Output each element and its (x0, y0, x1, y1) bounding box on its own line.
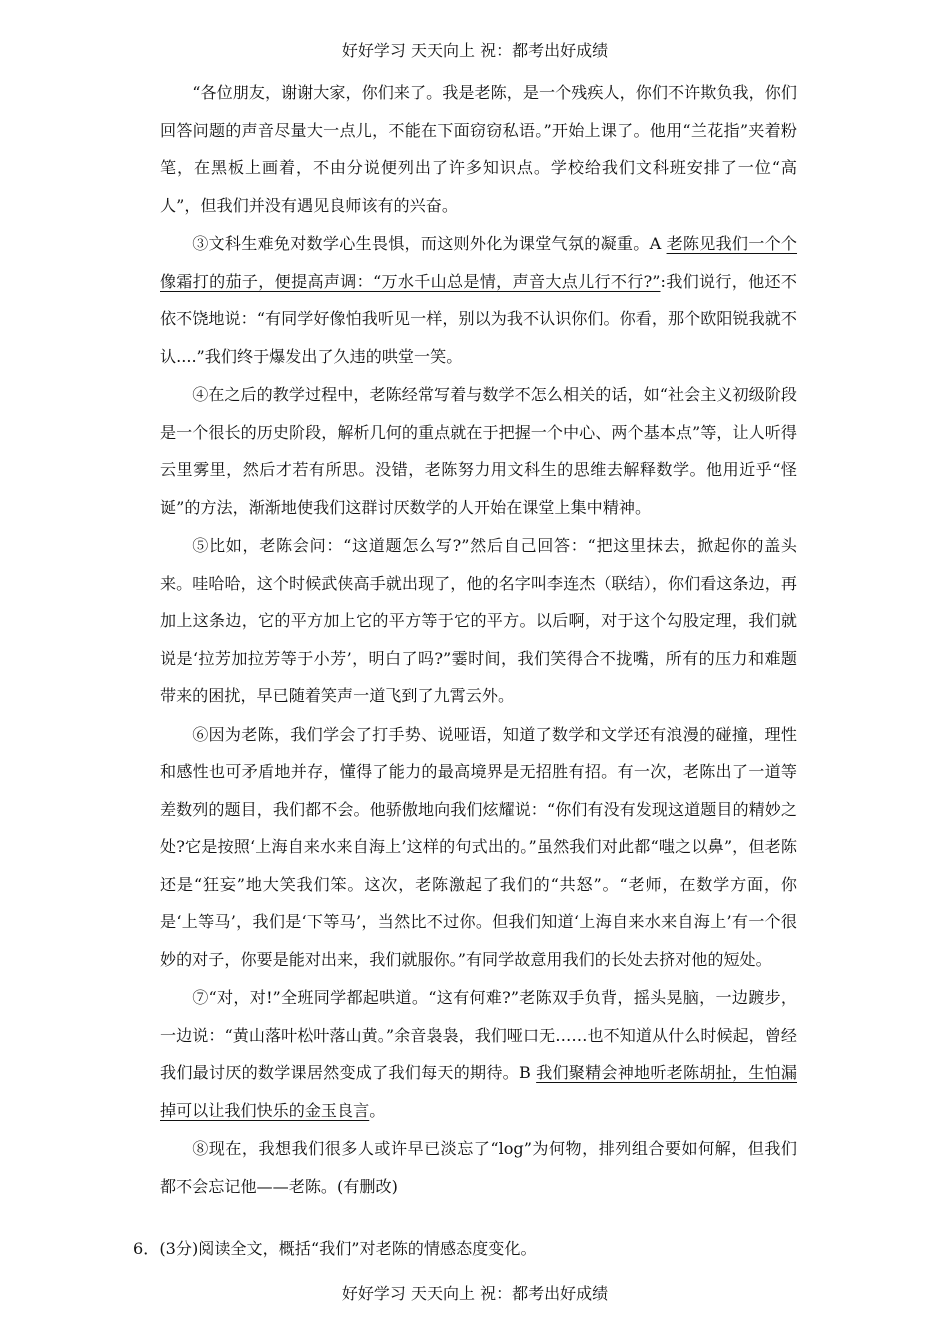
paragraph-2: “各位朋友，谢谢大家，你们来了。我是老陈，是一个残疾人，你们不许欺负我，你们回答问题的声音尽量大一点儿，不能在下面窃窃私语。”开始上课了。他用“兰花指”夹着粉笔，在黑板上画着，不由分说便列出了许多知识点。学校给我们文科班安排了一位“高人”，但我们并没有遇见良师该有的兴奋。 (160, 83, 797, 215)
paragraph-3-tail: :我们说行，他还不依不饶地说：“有同学好像怕我听见一样，别以为我不认识你们。你看，那个欧阳锐我就不认....”我们终于爆发出了久违的哄堂一笑。 (160, 271, 797, 366)
paragraph-7-lead: ⑦“对，对!”全班同学都起哄道。“这有何难?”老陈双手负背，摇头晃脑，一边踱步，一边说：“黄山落叶松叶落山黄。”余音袅袅，我们哑口无……也不知道从什么时候起，曾经我们最讨厌的数学课居然变成了我们每天的期待。B (160, 988, 797, 1082)
paragraph-7 (160, 979, 797, 1129)
paragraph-3-lead: ③文科生难免对数学心生畏惧，而这则外化为课堂气氛的凝重。A (192, 234, 667, 253)
paragraph-6: ⑥因为老陈，我们学会了打手势、说哑语，知道了数学和文学还有浪漫的碰撞，理性和感性也可矛盾地并存，懂得了能力的最高境界是无招胜有招。有一次，老陈出了一道等差数列的题目，我们都不会。他骄傲地向我们炫耀说：“你们有没有发现这道题目的精妙之处?它是按照‘上海自来水来自海上’这样的句式出的。”虽然我们对此都“嗤之以鼻”，但老陈还是“狂妄”地大笑我们笨。这次，老陈激起了我们的“共怒”。“老师，在数学方面，你是‘上等马’，我们是‘下等马’，当然比不过你。但我们知道‘上海自来水来自海上’有一个很妙的对子，你要是能对出来，我们就服你。”有同学故意用我们的长处去挤对他的短处。 (160, 724, 797, 969)
page-header: 好好学习 天天向上 祝：都考出好成绩 (341, 41, 609, 60)
article-body (160, 74, 797, 1205)
underlined-sentence-b: 我们聚精会神地听老陈胡扯，生怕漏掉可以让我们快乐的金玉良言 (160, 1063, 797, 1120)
underlined-sentence-a: 老陈见我们一个个像霜打的茄子，便提高声调：“万水千山总是情，声音大点儿行不行?” (160, 234, 798, 291)
question-6: 6．(3分)阅读全文，概括“我们”对老陈的情感态度变化。 (133, 1239, 537, 1258)
paragraph-8: ⑧现在，我想我们很多人或许早已淡忘了“log”为何物，排列组合要如何解，但我们都不会忘记他——老陈。(有删改) (160, 1139, 797, 1196)
paragraph-4: ④在之后的教学过程中，老陈经常写着与数学不怎么相关的话，如“社会主义初级阶段是一个很长的历史阶段，解析几何的重点就在于把握一个中心、两个基本点”等，让人听得云里雾里，然后才若有所思。没错，老陈努力用文科生的思维去解释数学。他用近乎“怪诞”的方法，渐渐地使我们这群讨厌数学的人开始在课堂上集中精神。 (160, 385, 797, 517)
paragraph-7-tail: 。 (369, 1100, 386, 1120)
page-footer: 好好学习 天天向上 祝：都考出好成绩 (341, 1284, 609, 1303)
paragraph-5: ⑤比如，老陈会问：“这道题怎么写?”然后自己回答：“把这里抹去，掀起你的盖头来。哇哈哈，这个时候武侠高手就出现了，他的名字叫李连杰（联结），你们看这条边，再加上这条边，它的平方加上它的平方等于它的平方。以后啊，对于这个勾股定理，我们就说是‘拉芳加拉芳等于小芳’，明白了吗?”霎时间，我们笑得合不拢嘴，所有的压力和难题带来的困扰，早已随着笑声一道飞到了九霄云外。 (160, 536, 797, 705)
paragraph-3 (160, 225, 797, 375)
